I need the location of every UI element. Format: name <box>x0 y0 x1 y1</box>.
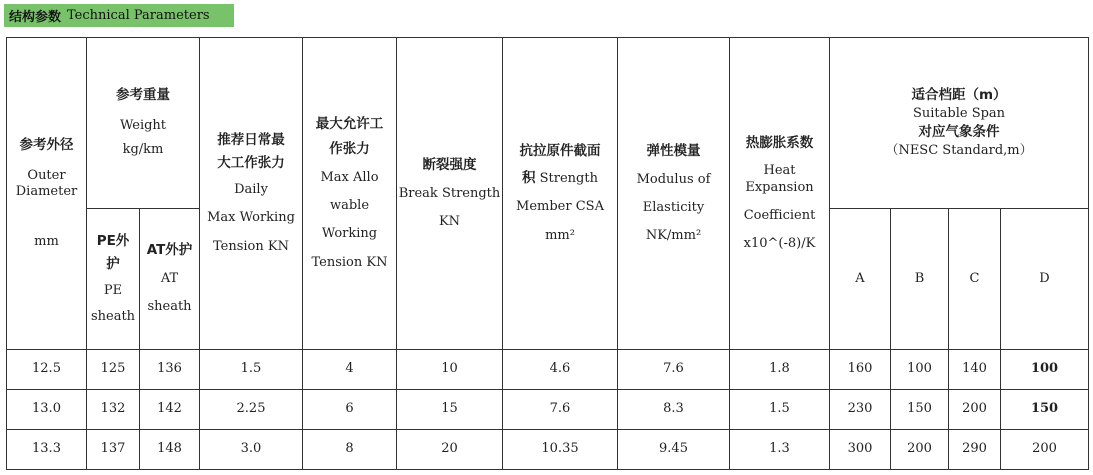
header-daily-en1: Daily <box>234 182 268 197</box>
cell-pe-weight: 125 <box>87 350 140 390</box>
cell-at-weight: 136 <box>140 350 200 390</box>
cell-daily-tension: 1.5 <box>200 350 303 390</box>
header-span-cn2: 对应气象条件 <box>918 124 1000 140</box>
cell-daily-tension: 3.0 <box>200 430 303 470</box>
cell-pe-weight: 132 <box>87 390 140 430</box>
cell-span-b: 100 <box>891 350 949 390</box>
header-thermal-cn: 热膨胀系数 <box>745 134 814 151</box>
header-max-allow-en3: Working <box>321 226 378 242</box>
header-max-allow-cn1: 最大允许工 <box>315 116 384 133</box>
header-csa-en2: Member CSA <box>516 199 604 215</box>
cell-outer-diameter: 13.3 <box>7 430 87 470</box>
cell-span-d: 150 <box>1001 390 1089 430</box>
header-pe-en2: sheath <box>90 308 136 324</box>
cell-csa: 7.6 <box>503 390 618 430</box>
cell-daily-tension: 2.25 <box>200 390 303 430</box>
header-modulus-en2: Elasticity <box>642 199 705 215</box>
cell-break-strength: 20 <box>397 430 503 470</box>
header-pe-cn2: 护 <box>106 255 120 272</box>
cell-span-c: 290 <box>949 430 1001 470</box>
header-max-allow-cn2: 作张力 <box>329 141 370 157</box>
header-daily-cn1: 推荐日常最 <box>217 132 285 149</box>
header-thermal-en1: Heat Expansion <box>745 163 814 195</box>
cell-outer-diameter: 13.0 <box>7 390 87 430</box>
section-title-cn: 结构参数 <box>9 10 62 25</box>
header-heat-expansion <box>730 38 830 350</box>
header-span-en2: （NESC Standard,m） <box>885 142 1033 158</box>
header-break-en: Break Strength <box>398 185 501 201</box>
header-csa-en1: Strength <box>539 171 598 187</box>
cell-max-tension: 6 <box>303 390 397 430</box>
cell-span-a: 300 <box>830 430 891 470</box>
header-modulus-unit: NK/mm² <box>645 228 702 244</box>
header-weight-cn: 参考重量 <box>116 87 170 104</box>
header-pe-en1: PE <box>103 282 123 298</box>
header-span-cn1: 适合档距（m） <box>911 86 1007 103</box>
header-outer-diameter-unit: mm <box>34 234 59 250</box>
header-break-cn: 断裂强度 <box>422 156 477 173</box>
cell-span-b: 200 <box>891 430 949 470</box>
header-pe-sheath <box>87 209 140 350</box>
header-max-allow-en1: Max Allo <box>320 169 379 185</box>
header-thermal-en2: Coefficient <box>743 207 816 223</box>
cell-modulus: 9.45 <box>618 430 730 470</box>
cell-span-a: 230 <box>830 390 891 430</box>
cell-outer-diameter: 12.5 <box>7 350 87 390</box>
cell-span-b: 150 <box>891 390 949 430</box>
header-csa-cn2: 积 <box>522 170 536 187</box>
section-title-en: Technical Parameters <box>67 8 210 23</box>
header-pe-cn1: PE外 <box>96 232 130 249</box>
header-span-d: D <box>1001 209 1089 350</box>
header-daily-tension <box>200 38 303 350</box>
cell-thermal: 1.3 <box>730 430 830 470</box>
header-outer-diameter-en2: Diameter <box>15 183 78 199</box>
cell-modulus: 8.3 <box>618 390 730 430</box>
header-outer-diameter-cn: 参考外径 <box>19 136 74 153</box>
header-outer-diameter-en1: Outer <box>27 167 66 183</box>
cell-at-weight: 148 <box>140 430 200 470</box>
header-break-unit: KN <box>438 213 461 229</box>
cell-thermal: 1.5 <box>730 390 830 430</box>
table-row <box>7 430 1089 470</box>
header-weight-en: Weight <box>119 118 167 134</box>
cell-csa: 10.35 <box>503 430 618 470</box>
header-at-en2: sheath <box>147 299 192 315</box>
header-weight-unit: kg/km <box>122 142 164 158</box>
cell-break-strength: 10 <box>397 350 503 390</box>
header-span-c: C <box>949 209 1001 350</box>
header-modulus <box>618 38 730 350</box>
cell-span-d: 200 <box>1001 430 1089 470</box>
header-at-sheath <box>140 209 200 350</box>
header-csa-unit: mm² <box>545 227 575 243</box>
header-weight <box>87 38 200 209</box>
cell-modulus: 7.6 <box>618 350 730 390</box>
section-title <box>4 4 234 27</box>
header-suitable-span <box>830 38 1089 209</box>
cell-thermal: 1.8 <box>730 350 830 390</box>
header-modulus-en1: Modulus of <box>636 171 711 187</box>
cell-break-strength: 15 <box>397 390 503 430</box>
header-span-en1: Suitable Span <box>912 105 1006 121</box>
table-row <box>7 350 1089 390</box>
header-at-cn: AT外护 <box>146 242 193 259</box>
header-daily-en2: Max Working <box>207 210 295 226</box>
header-span-a: A <box>830 209 891 350</box>
cell-csa: 4.6 <box>503 350 618 390</box>
header-strength-member-csa <box>503 38 618 350</box>
cell-max-tension: 8 <box>303 430 397 470</box>
header-max-allow-en2: wable <box>329 198 370 214</box>
header-span-b: B <box>891 209 949 350</box>
header-thermal-unit: x10^(-8)/K <box>743 236 816 252</box>
cell-span-d: 100 <box>1001 350 1089 390</box>
header-daily-en3: Tension KN <box>213 238 289 254</box>
cell-max-tension: 4 <box>303 350 397 390</box>
table-row <box>7 390 1089 430</box>
header-break-strength <box>397 38 503 350</box>
cell-span-a: 160 <box>830 350 891 390</box>
header-daily-cn2: 大工作张力 <box>217 155 285 172</box>
header-csa-line2 <box>503 170 617 187</box>
cell-span-c: 200 <box>949 390 1001 430</box>
cell-span-c: 140 <box>949 350 1001 390</box>
header-modulus-cn: 弹性模量 <box>646 142 701 159</box>
header-max-allowable-tension <box>303 38 397 350</box>
header-max-allow-en4: Tension KN <box>311 254 388 270</box>
header-at-en1: AT <box>160 271 179 287</box>
cell-at-weight: 142 <box>140 390 200 430</box>
technical-parameters-table <box>6 37 1089 470</box>
header-outer-diameter <box>7 38 87 350</box>
cell-pe-weight: 137 <box>87 430 140 470</box>
header-csa-cn1: 抗拉原件截面 <box>519 143 601 160</box>
